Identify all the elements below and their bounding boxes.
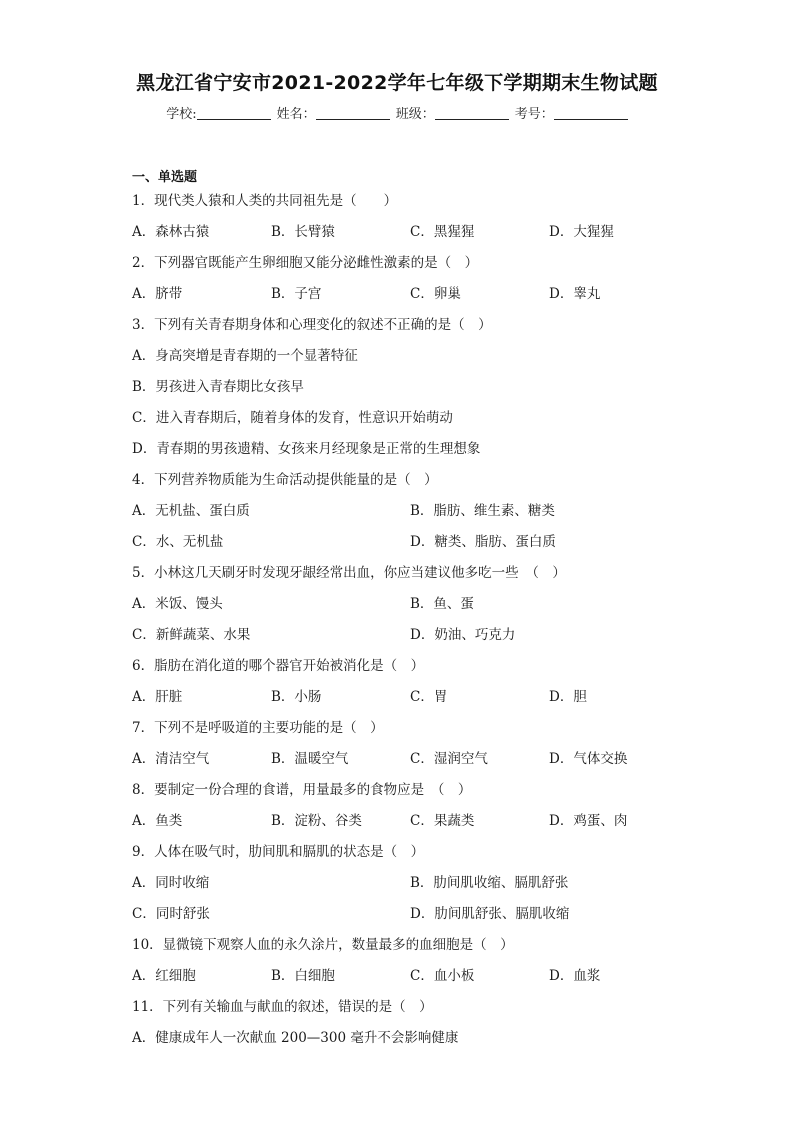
question-list (132, 189, 692, 1057)
option: A．肝脏 (132, 689, 183, 705)
option: B．小肠 (271, 689, 322, 705)
option: D．大猩猩 (549, 224, 614, 240)
question-stem: 6．脂肪在消化道的哪个器官开始被消化是（ ） (132, 658, 425, 674)
option-row (132, 592, 692, 623)
option: C．胃 (410, 689, 448, 705)
option-row (132, 964, 692, 995)
option: C．水、无机盐 (132, 534, 224, 550)
option: C．卵巢 (410, 286, 461, 302)
option-row (132, 623, 692, 654)
option-row (132, 282, 692, 313)
school-field (166, 103, 270, 122)
question-stem: 9．人体在吸气时，肋间肌和膈肌的状态是（ ） (132, 844, 425, 860)
question-stem: 7．下列不是呼吸道的主要功能的是（ ） (132, 720, 384, 736)
option: C．湿润空气 (410, 751, 488, 767)
question-stem: 8．要制定一份合理的食谱，用量最多的食物应是 （ ） (132, 782, 472, 798)
option: C．血小板 (410, 968, 475, 984)
school-label: 学校: (166, 107, 197, 122)
option: B．温暖空气 (271, 751, 349, 767)
option: A．米饭、馒头 (132, 596, 223, 612)
option: B．男孩进入青春期比女孩早 (132, 379, 304, 395)
option: B．肋间肌收缩、膈肌舒张 (410, 875, 569, 891)
option-row (132, 530, 692, 561)
question-stem: 3．下列有关青春期身体和心理变化的叙述不正确的是（ ） (132, 317, 492, 333)
option-row (132, 685, 692, 716)
class-field (396, 103, 509, 122)
class-blank (435, 107, 509, 120)
option: A．红细胞 (132, 968, 196, 984)
option-row (132, 499, 692, 530)
option: A．森林古猿 (132, 224, 210, 240)
option: A．身高突增是青春期的一个显著特征 (132, 348, 358, 364)
option: B．淀粉、谷类 (271, 813, 362, 829)
option: A．无机盐、蛋白质 (132, 503, 250, 519)
option: D．青春期的男孩遗精、女孩来月经现象是正常的生理想象 (132, 441, 481, 457)
option: D．鸡蛋、肉 (549, 813, 628, 829)
option-row (132, 809, 692, 840)
option-row (132, 902, 692, 933)
section-heading: 一、单选题 (132, 170, 198, 185)
option: A．鱼类 (132, 813, 183, 829)
option: B．脂肪、维生素、糖类 (410, 503, 555, 519)
option: D．肋间肌舒张、膈肌收缩 (410, 906, 570, 922)
option: D．血浆 (549, 968, 601, 984)
option: B．长臂猿 (271, 224, 335, 240)
option: C．同时舒张 (132, 906, 210, 922)
option: D．糖类、脂肪、蛋白质 (410, 534, 556, 550)
exam-number-blank (554, 107, 628, 120)
option: C．进入青春期后，随着身体的发育，性意识开始萌动 (132, 410, 453, 426)
option: C．新鲜蔬菜、水果 (132, 627, 251, 643)
question-stem: 2．下列器官既能产生卵细胞又能分泌雌性激素的是（ ） (132, 255, 479, 271)
question-stem: 4．下列营养物质能为生命活动提供能量的是（ ） (132, 472, 438, 488)
exam-title: 黑龙江省宁安市2021-2022学年七年级下学期期末生物试题 (136, 72, 658, 94)
option: A．健康成年人一次献血 200—300 毫升不会影响健康 (132, 1030, 459, 1046)
option: C．黑猩猩 (410, 224, 475, 240)
option-row (132, 747, 692, 778)
name-label: 姓名： (276, 107, 316, 122)
class-label: 班级： (395, 107, 435, 122)
option: A．脐带 (132, 286, 183, 302)
exam-number-label: 考号： (514, 107, 554, 122)
option: A．同时收缩 (132, 875, 210, 891)
option: B．白细胞 (271, 968, 335, 984)
option: D．胆 (549, 689, 587, 705)
question-stem: 1．现代类人猿和人类的共同祖先是（ ） (132, 193, 398, 209)
option: C．果蔬类 (410, 813, 475, 829)
question-stem: 11．下列有关输血与献血的叙述，错误的是（ ） (132, 999, 433, 1015)
option: D．睾丸 (549, 286, 601, 302)
question-stem: 10．显微镜下观察人血的永久涂片，数量最多的血细胞是（ ） (132, 937, 514, 953)
option: A．清洁空气 (132, 751, 210, 767)
name-field (277, 103, 390, 122)
student-info-line (0, 103, 794, 122)
option-row (132, 220, 692, 251)
option: D．奶油、巧克力 (410, 627, 516, 643)
option: D．气体交换 (549, 751, 628, 767)
option: B．鱼、蛋 (410, 596, 474, 612)
school-blank (197, 107, 271, 120)
exam-number-field (515, 103, 628, 122)
option-row (132, 871, 692, 902)
option: B．子宫 (271, 286, 322, 302)
name-blank (316, 107, 390, 120)
question-stem: 5．小林这几天刷牙时发现牙龈经常出血，你应当建议他多吃一些 （ ） (132, 565, 566, 581)
